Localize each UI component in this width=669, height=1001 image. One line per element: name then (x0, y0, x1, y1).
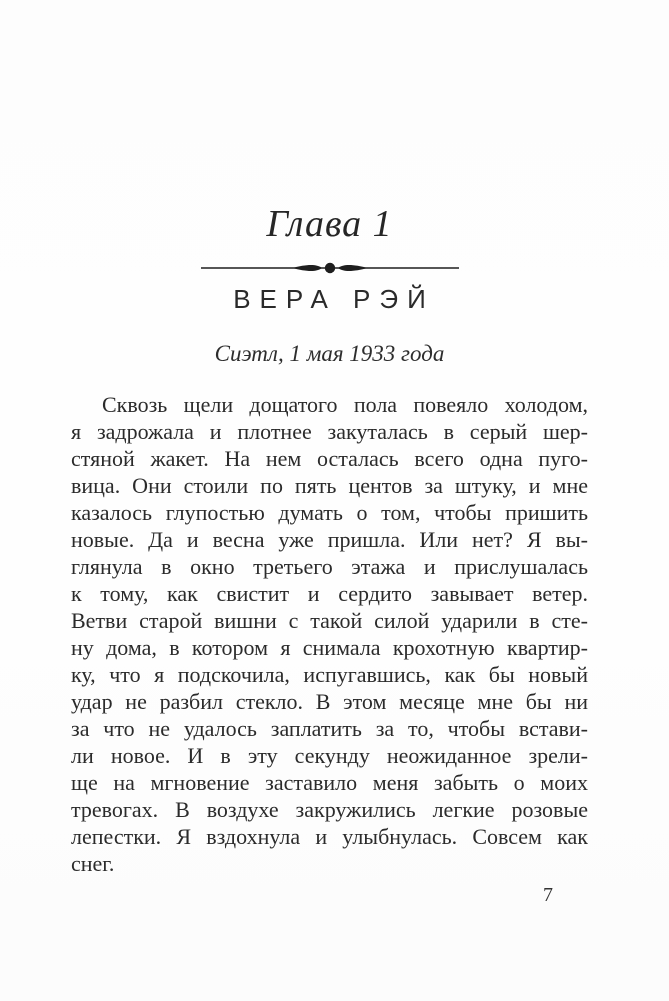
paragraph-line: ще на мгновение заставило меня забыть о моих (71, 770, 588, 795)
paragraph-line: лепестки. Я вздохнула и улыбнулась. Совсем как (71, 824, 588, 849)
body-paragraph (71, 391, 588, 877)
chapter-heading: Глава 1 (266, 203, 393, 245)
dateline: Сиэтл, 1 мая 1933 года (214, 341, 445, 366)
paragraph-line: новые. Да и весна уже пришла. Или нет? Я вы- (71, 527, 588, 552)
paragraph-line: за что не удалось заплатить за то, чтобы встави- (71, 716, 588, 741)
paragraph-line: я задрожала и плотнее закуталась в серый шер- (71, 419, 588, 444)
paragraph-line: удар не разбил стекло. В этом месяце мне бы ни (71, 689, 588, 714)
paragraph-line: снег. (71, 851, 115, 876)
section-title: ВЕРА РЭЙ (233, 284, 435, 314)
chapter-divider-ornament (71, 260, 588, 276)
paragraph-line: Сквозь щели дощатого пола повеяло холодом, (102, 392, 588, 417)
paragraph-line: ли новое. И в эту секунду неожиданное зрели- (71, 743, 588, 768)
paragraph-line: тревогах. В воздухе закружились легкие розовые (71, 797, 588, 822)
paragraph-line: Ветви старой вишни с такой силой ударили в сте- (71, 608, 588, 633)
paragraph-line: стяной жакет. На нем осталась всего одна пуго- (71, 446, 588, 471)
paragraph-line: к тому, как свистит и сердито завывает ветер. (71, 581, 588, 606)
paragraph-line: ку, что я подскочила, испугавшись, как бы новый (71, 662, 588, 687)
paragraph-line: вица. Они стоили по пять центов за штуку, и мне (71, 473, 588, 498)
page-number: 7 (543, 884, 553, 906)
paragraph-line: глянула в окно третьего этажа и прислушалась (71, 554, 588, 579)
ornament-rule-icon (200, 260, 460, 276)
paragraph-line: ну дома, в котором я снимала крохотную квартир- (71, 635, 588, 660)
paragraph-line: казалось глупостью думать о том, чтобы пришить (71, 500, 588, 525)
